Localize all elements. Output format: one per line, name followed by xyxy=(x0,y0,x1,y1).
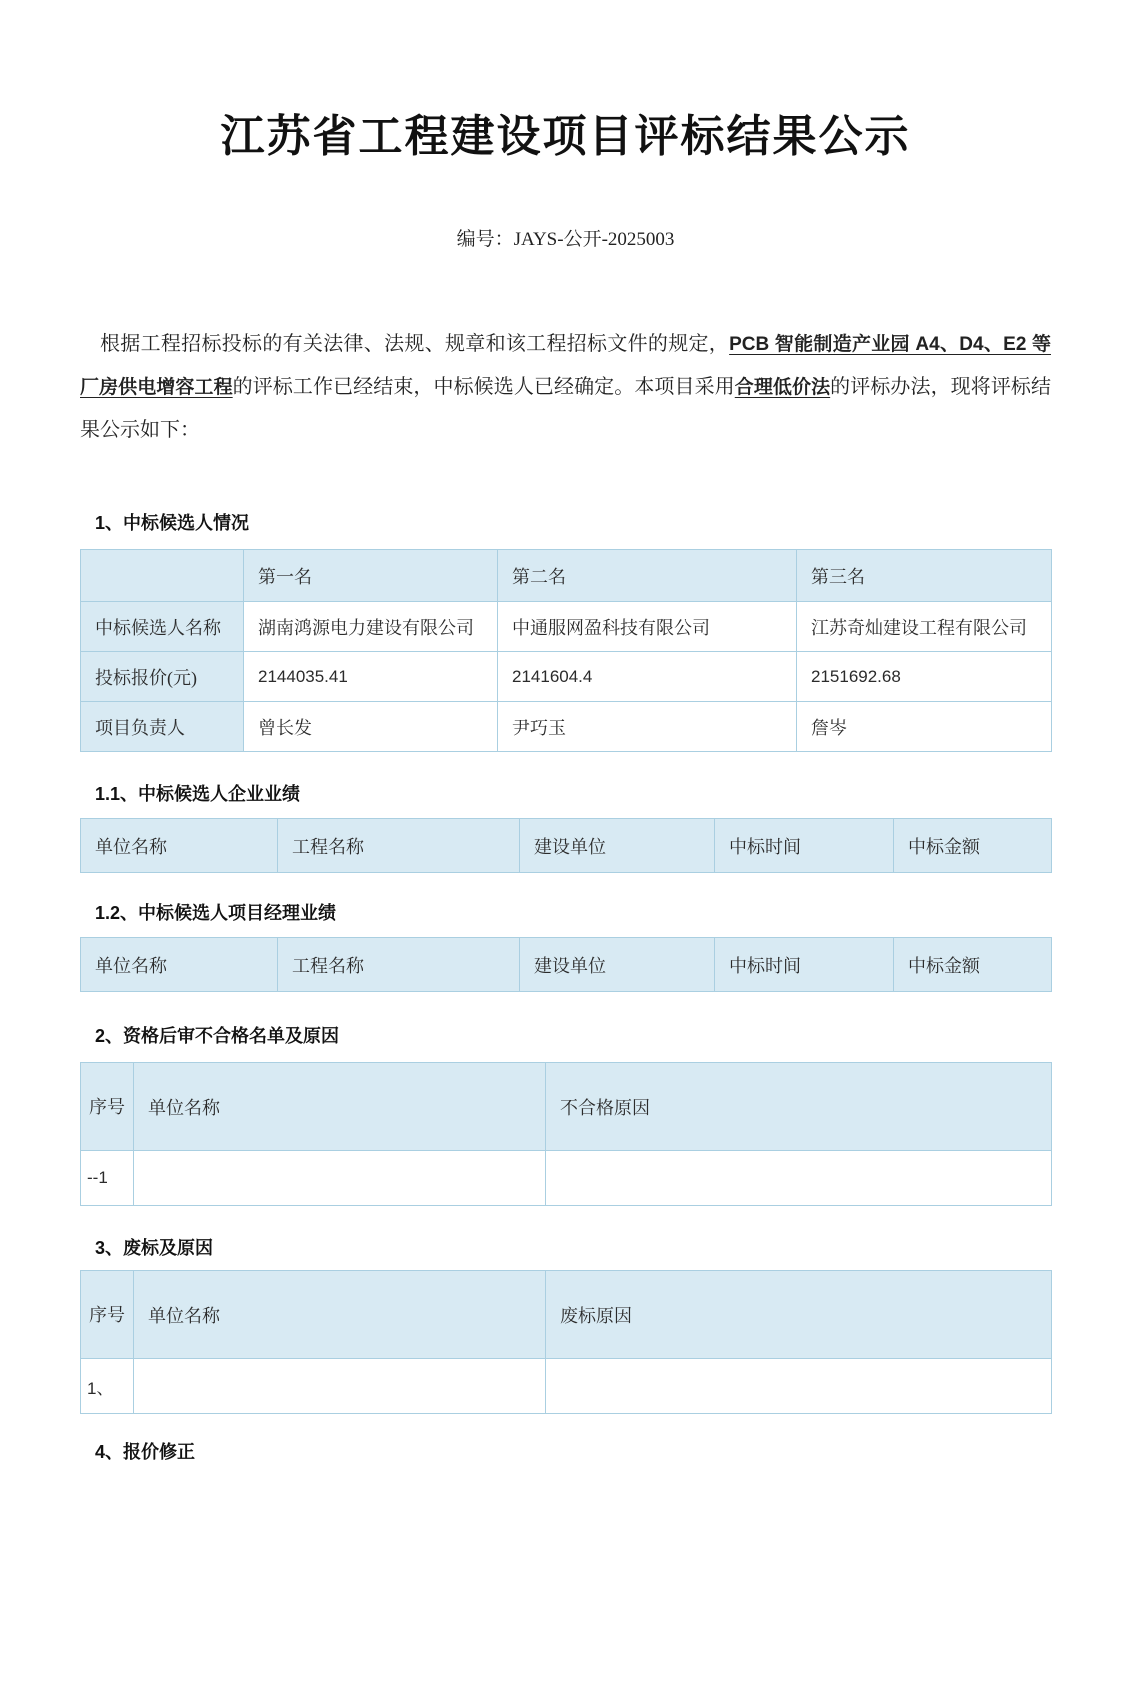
rank-2-header: 第二名 xyxy=(498,550,797,602)
intro-text-2: 的评标工作已经结束，中标候选人已经确定。本项目采用 xyxy=(232,376,735,398)
intro-text-1: 根据工程招标投标的有关法律、法规、规章和该工程招标文件的规定， xyxy=(100,333,730,355)
seq-no-cell: --1 xyxy=(81,1151,134,1206)
candidates-header-row xyxy=(81,550,1052,602)
rank-3-header: 第三名 xyxy=(797,550,1052,602)
candidate-2-manager: 尹巧玉 xyxy=(498,702,797,752)
unit-name-cell xyxy=(134,1151,546,1206)
row-label: 项目负责人 xyxy=(81,702,244,752)
document-page xyxy=(80,100,1051,1464)
section2-heading: 2、资格后审不合格名单及原因 xyxy=(95,1026,340,1046)
rejected-bids-header-row xyxy=(81,1271,1052,1359)
col-seq-no: 序号 xyxy=(81,1063,134,1151)
unit-name-cell xyxy=(134,1359,546,1414)
unqualified-data-row xyxy=(81,1151,1052,1206)
project-manager-row xyxy=(81,702,1052,752)
rank-1-header: 第一名 xyxy=(244,550,498,602)
rejected-bids-table xyxy=(80,1270,1052,1414)
col-unqualified-reason: 不合格原因 xyxy=(546,1063,1052,1151)
row-label: 中标候选人名称 xyxy=(81,602,244,652)
col-award-time: 中标时间 xyxy=(715,938,894,992)
enterprise-performance-header-row xyxy=(81,819,1052,873)
section4-heading: 4、报价修正 xyxy=(95,1442,196,1462)
col-seq-no: 序号 xyxy=(81,1271,134,1359)
col-unit-name: 单位名称 xyxy=(81,938,278,992)
section1-heading: 1、中标候选人情况 xyxy=(95,513,250,533)
unqualified-header-row xyxy=(81,1063,1052,1151)
bid-price-row xyxy=(81,652,1052,702)
intro-text-3: 的评标办法，现将评标结果公示如下： xyxy=(80,376,1051,441)
candidate-3-name: 江苏奇灿建设工程有限公司 xyxy=(797,602,1052,652)
candidate-2-price: 2141604.4 xyxy=(498,652,797,702)
candidate-1-name: 湖南鸿源电力建设有限公司 xyxy=(244,602,498,652)
evaluation-method: 合理低价法 xyxy=(734,377,831,398)
col-unit-name: 单位名称 xyxy=(81,819,278,873)
candidate-3-manager: 詹岑 xyxy=(797,702,1052,752)
intro-paragraph xyxy=(80,323,1051,451)
col-unit-name: 单位名称 xyxy=(134,1271,546,1359)
candidate-2-name: 中通服网盈科技有限公司 xyxy=(498,602,797,652)
page-title: 江苏省工程建设项目评标结果公示 xyxy=(220,112,911,161)
manager-performance-header-row xyxy=(81,938,1052,992)
col-project-name: 工程名称 xyxy=(278,938,520,992)
col-construction-unit: 建设单位 xyxy=(520,938,715,992)
rejected-bids-data-row xyxy=(81,1359,1052,1414)
seq-no-cell: 1、 xyxy=(81,1359,134,1414)
col-award-amount: 中标金额 xyxy=(894,819,1052,873)
enterprise-performance-table xyxy=(80,818,1052,873)
col-unit-name: 单位名称 xyxy=(134,1063,546,1151)
col-construction-unit: 建设单位 xyxy=(520,819,715,873)
candidate-1-price: 2144035.41 xyxy=(244,652,498,702)
candidate-3-price: 2151692.68 xyxy=(797,652,1052,702)
doc-number: 编号：JAYS-公开-2025003 xyxy=(456,229,675,250)
corner-cell xyxy=(81,550,244,602)
col-rejection-reason: 废标原因 xyxy=(546,1271,1052,1359)
manager-performance-table xyxy=(80,937,1052,992)
section3-heading: 3、废标及原因 xyxy=(95,1238,214,1258)
col-award-time: 中标时间 xyxy=(715,819,894,873)
section1-1-heading: 1.1、中标候选人企业业绩 xyxy=(95,784,301,804)
col-award-amount: 中标金额 xyxy=(894,938,1052,992)
project-name: PCB 智能制造产业园 A4、D4、E2 等厂房供电增容工程 xyxy=(80,334,1051,398)
reason-cell xyxy=(546,1151,1052,1206)
candidates-table xyxy=(80,549,1052,752)
col-project-name: 工程名称 xyxy=(278,819,520,873)
candidate-1-manager: 曾长发 xyxy=(244,702,498,752)
reason-cell xyxy=(546,1359,1052,1414)
candidate-name-row xyxy=(81,602,1052,652)
row-label: 投标报价(元) xyxy=(81,652,244,702)
unqualified-table xyxy=(80,1062,1052,1206)
section1-2-heading: 1.2、中标候选人项目经理业绩 xyxy=(95,903,337,923)
